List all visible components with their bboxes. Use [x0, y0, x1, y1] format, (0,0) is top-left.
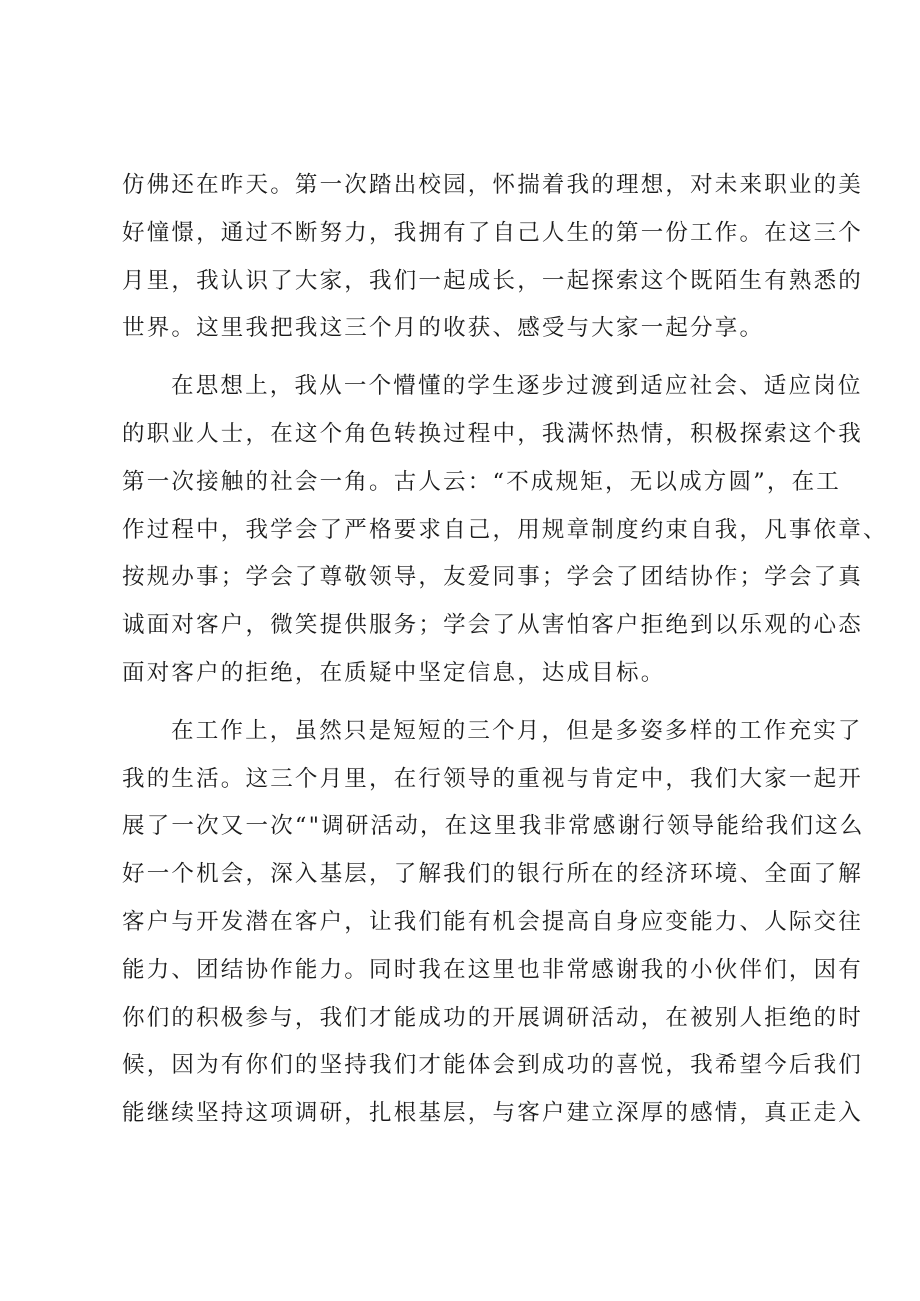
text-line: 的职业人士，在这个角色转换过程中，我满怀热情，积极探索这个我: [122, 420, 864, 447]
text-line: 在工作上，虽然只是短短的三个月，但是多姿多样的工作充实了: [171, 717, 863, 744]
text-line: 仿佛还在昨天。第一次踏出校园，怀揣着我的理想，对未来职业的美: [122, 172, 864, 198]
text-line: 诚面对客户，微笑提供服务；学会了从害怕客户拒绝到以乐观的心态: [122, 612, 864, 639]
text-line: 你们的积极参与，我们才能成功的开展调研活动，在被别人拒绝的时: [122, 1004, 864, 1031]
text-line: 作过程中，我学会了严格要求自己，用规章制度约束自我，凡事依章、: [122, 516, 888, 543]
text-line: 我的生活。这三个月里，在行领导的重视与肯定中，我们大家一起开: [122, 765, 864, 792]
text-line: 展了一次又一次“"调研活动，在这里我非常感谢行领导能给我们这么: [122, 813, 865, 840]
paragraph: [122, 708, 865, 1138]
text-line: 面对客户的拒绝，在质疑中坚定信息，达成目标。: [122, 659, 666, 686]
paragraph: [122, 363, 888, 698]
text-line: 候，因为有你们的坚持我们才能体会到成功的喜悦，我希望今后我们: [122, 1052, 864, 1079]
text-line: 月里，我认识了大家，我们一起成长，一起探索这个既陌生有熟悉的: [122, 267, 864, 294]
document-body: [122, 162, 888, 1138]
text-line: 第一次接触的社会一角。古人云：“不成规矩，无以成方圆”，在工: [122, 468, 842, 495]
text-line: 好一个机会，深入基层，了解我们的银行所在的经济环境、全面了解: [122, 861, 864, 888]
text-line: 在思想上，我从一个懵懂的学生逐步过渡到适应社会、适应岗位: [171, 373, 863, 400]
text-line: 世界。这里我把我这三个月的收获、感受与大家一起分享。: [122, 315, 765, 342]
text-line: 好憧憬，通过不断努力，我拥有了自己人生的第一份工作。在这三个: [122, 219, 864, 246]
text-line: 能力、团结协作能力。同时我在这里也非常感谢我的小伙伴们，因有: [122, 956, 864, 983]
text-line: 能继续坚持这项调研，扎根基层，与客户建立深厚的感情，真正走入: [122, 1100, 864, 1127]
text-line: 按规办事；学会了尊敬领导，友爱同事；学会了团结协作；学会了真: [122, 564, 864, 591]
text-line: 客户与开发潜在客户，让我们能有机会提高自身应变能力、人际交往: [122, 908, 864, 935]
paragraph: [122, 162, 864, 353]
